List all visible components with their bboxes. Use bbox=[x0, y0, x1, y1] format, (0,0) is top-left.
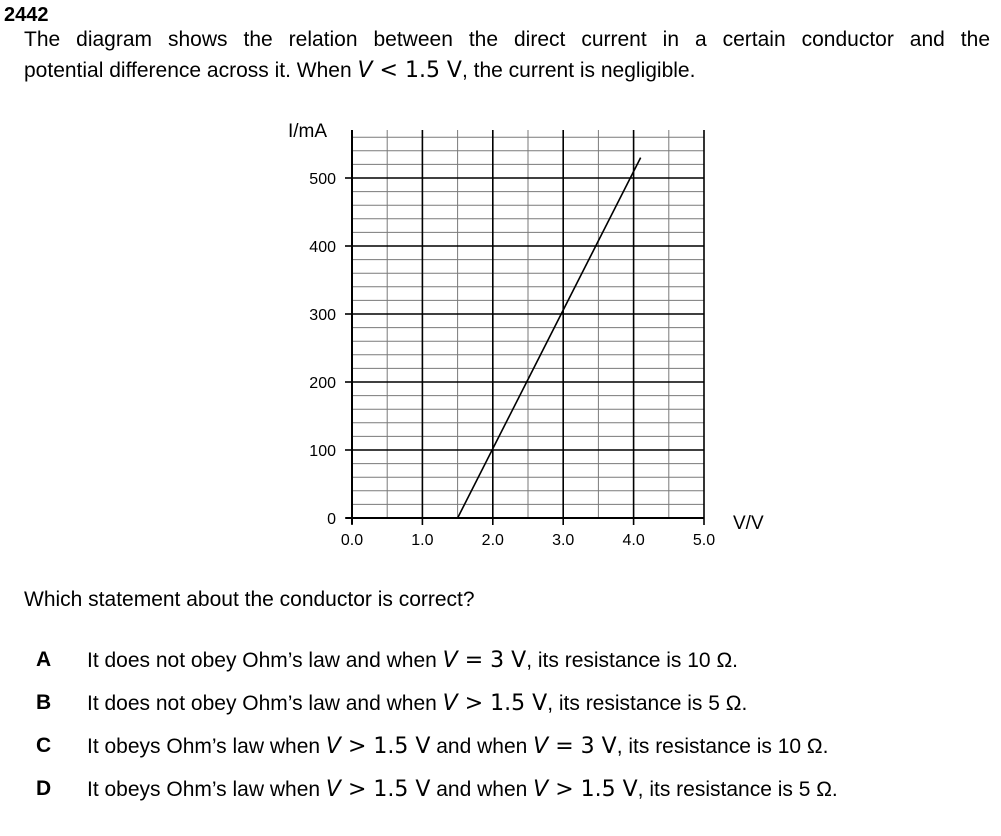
math-expression: > 1.5 V bbox=[548, 777, 638, 802]
option-c[interactable] bbox=[0, 734, 1001, 764]
math-expression: > 1.5 V bbox=[340, 777, 431, 802]
option-text-segment: , its resistance is 5 Ω. bbox=[547, 692, 748, 715]
option-letter: A bbox=[36, 648, 52, 671]
option-text-segment: It obeys Ohm’s law when bbox=[87, 778, 326, 801]
option-letter: C bbox=[36, 734, 52, 757]
tick-marks bbox=[345, 178, 704, 525]
math-expression: = 3 V bbox=[457, 648, 527, 673]
y-axis-label: I/mA bbox=[288, 121, 328, 142]
voltage-symbol: V bbox=[325, 777, 341, 802]
current-voltage-graph bbox=[0, 110, 1001, 560]
axes bbox=[346, 130, 704, 524]
x-tick-label: 1.0 bbox=[411, 532, 434, 549]
voltage-condition: < 1.5 V bbox=[372, 58, 462, 83]
question-prompt: Which statement about the conductor is correct? bbox=[24, 588, 475, 611]
x-axis-label: V/V bbox=[733, 513, 764, 534]
stem-text: potential difference across it. When bbox=[24, 59, 358, 82]
option-a[interactable] bbox=[0, 648, 1001, 678]
stem-text-end: , the current is negligible. bbox=[461, 59, 696, 82]
math-expression: > 1.5 V bbox=[457, 691, 548, 716]
x-tick-label: 4.0 bbox=[622, 532, 645, 549]
question-number: 2442 bbox=[4, 4, 49, 26]
x-tick-label: 2.0 bbox=[481, 532, 504, 549]
math-expression: = 3 V bbox=[548, 734, 617, 759]
voltage-symbol: V bbox=[325, 734, 341, 759]
option-text-segment: , its resistance is 5 Ω. bbox=[637, 778, 838, 801]
voltage-symbol: V bbox=[442, 648, 458, 673]
option-text-segment: , its resistance is 10 Ω. bbox=[616, 735, 829, 758]
y-tick-label: 0 bbox=[327, 511, 336, 528]
option-d[interactable] bbox=[0, 777, 1001, 807]
voltage-symbol: V bbox=[442, 691, 458, 716]
x-tick-label: 5.0 bbox=[692, 532, 716, 549]
option-text-segment: and when bbox=[430, 735, 534, 758]
x-tick-label: 3.0 bbox=[552, 532, 575, 549]
minor-gridlines bbox=[352, 130, 704, 518]
y-tick-label: 100 bbox=[309, 443, 336, 460]
option-letter: B bbox=[36, 691, 52, 714]
option-b[interactable] bbox=[0, 691, 1001, 721]
option-text bbox=[87, 777, 838, 802]
question-stem-line-2 bbox=[24, 58, 695, 83]
option-text-segment: and when bbox=[430, 778, 534, 801]
option-text bbox=[87, 734, 828, 759]
option-text-segment: It does not obey Ohm’s law and when bbox=[87, 692, 443, 715]
math-expression: > 1.5 V bbox=[340, 734, 431, 759]
y-tick-label: 500 bbox=[309, 171, 336, 188]
y-tick-label: 300 bbox=[309, 307, 336, 324]
y-tick-label: 200 bbox=[309, 375, 336, 392]
option-letter: D bbox=[36, 777, 52, 800]
x-tick-label: 0.0 bbox=[340, 532, 364, 549]
voltage-symbol: V bbox=[533, 777, 549, 802]
option-text-segment: , its resistance is 10 Ω. bbox=[526, 649, 738, 672]
option-text bbox=[87, 691, 747, 716]
option-text-segment: It does not obey Ohm’s law and when bbox=[87, 649, 443, 672]
voltage-symbol: V bbox=[533, 734, 549, 759]
y-tick-label: 400 bbox=[309, 239, 336, 256]
option-text bbox=[87, 648, 738, 673]
tick-labels bbox=[309, 171, 715, 549]
question-stem-line-1: The diagram shows the relation between the direct current in a certain conductor and the bbox=[24, 28, 990, 51]
voltage-symbol: V bbox=[357, 58, 373, 83]
option-text-segment: It obeys Ohm’s law when bbox=[87, 735, 326, 758]
